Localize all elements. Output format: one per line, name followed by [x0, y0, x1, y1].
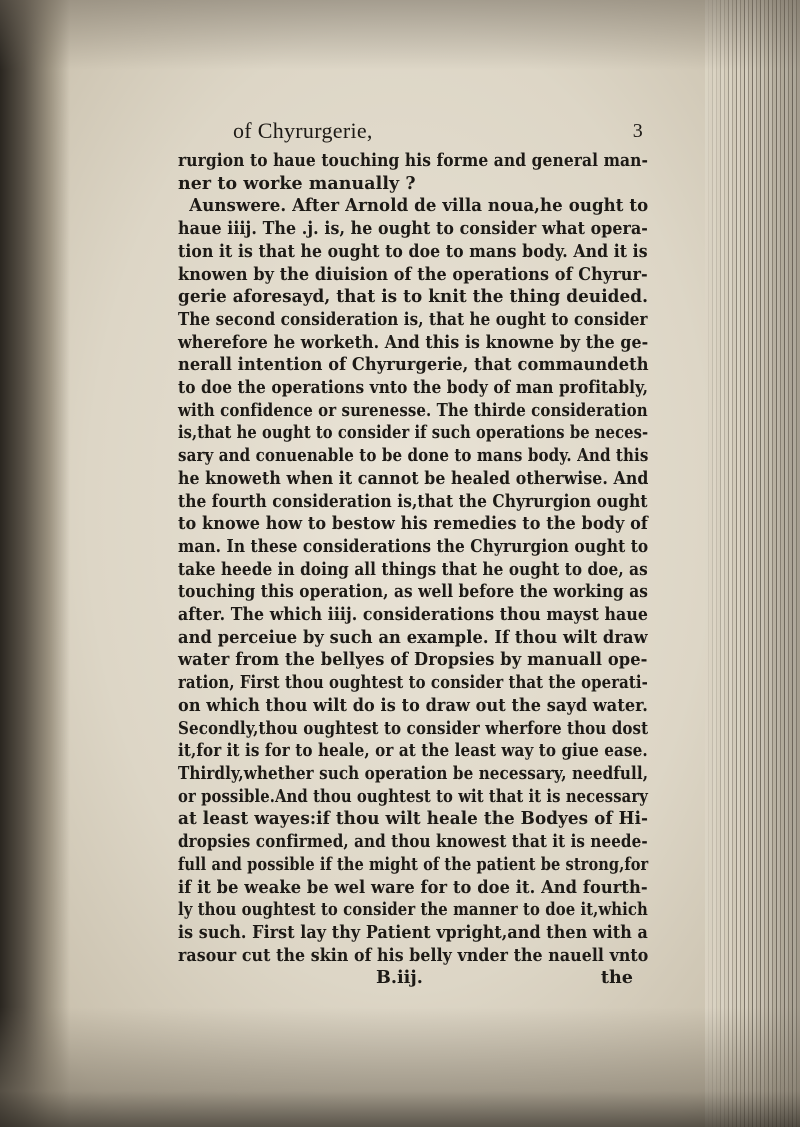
- page-number: 3: [632, 120, 643, 142]
- text-line: to doe the operations vnto the body of man profitably,: [178, 377, 649, 399]
- text-line: man. In these considerations the Chyrurgion ought to: [178, 535, 649, 557]
- text-line: take heede in doing all things that he ought to doe, as: [178, 558, 648, 580]
- text-line: he knoweth when it cannot be healed otherwise. And: [178, 467, 649, 489]
- text-line: sary and conuenable to be done to mans body. And this: [178, 445, 649, 467]
- text-line: after. The which iiij. considerations thou mayst haue: [178, 604, 648, 626]
- text-line: tion it is that he ought to doe to mans body. And it is: [178, 240, 648, 262]
- text-line: gerie aforesayd, that is to knit the thing deuided.: [178, 286, 649, 308]
- catchline: [178, 967, 653, 991]
- text-line: haue iiij. The .j. is, he ought to consider what opera-: [178, 218, 648, 240]
- text-line: if it be weake be wel ware for to doe it. And fourth-: [178, 876, 648, 898]
- page-edges: [705, 0, 800, 1127]
- running-head-title: of Chyrurgerie,: [233, 118, 373, 143]
- text-line: Secondly,thou oughtest to consider wherfore thou dost: [178, 717, 649, 739]
- text-line: the fourth consideration is,that the Chyrurgion ought: [178, 490, 648, 512]
- text-line: rasour cut the skin of his belly vnder the nauell vnto: [178, 944, 649, 966]
- bottom-shadow: [0, 1007, 800, 1127]
- top-shadow: [0, 0, 800, 70]
- text-line: with confidence or surenesse. The thirde consideration: [178, 399, 648, 421]
- text-line: or possible.And thou oughtest to wit that it is necessary: [178, 785, 648, 807]
- text-line: ly thou oughtest to consider the manner to doe it,which: [178, 899, 648, 921]
- text-line: rurgion to haue touching his forme and general man-: [178, 150, 649, 171]
- text-line: dropsies confirmed, and thou knowest that it is neede-: [178, 831, 648, 853]
- page-text-block: [178, 118, 653, 991]
- text-line: Aunswere. After Arnold de villa noua,he ought to: [189, 195, 649, 217]
- text-line: wherefore he worketh. And this is knowne by the ge-: [178, 331, 649, 353]
- running-head: [178, 118, 653, 148]
- text-line: water from the bellyes of Dropsies by manuall ope-: [178, 649, 648, 671]
- text-line: on which thou wilt do is to draw out the sayd water.: [178, 694, 648, 716]
- catchword: the: [600, 967, 633, 989]
- text-line: ration, First thou oughtest to consider that the operati-: [178, 672, 648, 694]
- text-line: ner to worke manually ?: [178, 172, 416, 194]
- text-line: is,that he ought to consider if such operations be neces-: [178, 422, 649, 444]
- text-line: to knowe how to bestow his remedies to the body of: [178, 513, 648, 535]
- text-line: touching this operation, as well before the working as: [178, 581, 649, 603]
- body-text: [178, 150, 653, 967]
- text-line: Thirdly,whether such operation be necessary, needfull,: [178, 762, 649, 784]
- signature-mark: B.iij.: [376, 967, 423, 989]
- text-line: full and possible if the might of the patient be strong,for: [178, 853, 649, 875]
- text-line: is such. First lay thy Patient vpright,and then with a: [178, 921, 648, 943]
- text-line: nerall intention of Chyrurgerie, that commaundeth: [178, 354, 649, 376]
- text-line: at least wayes:if thou wilt heale the Bodyes of Hi-: [178, 808, 649, 830]
- text-line: it,for it is for to heale, or at the least way to giue ease.: [178, 740, 648, 762]
- book-binding-gutter: [0, 0, 70, 1127]
- text-line: and perceiue by such an example. If thou wilt draw: [178, 626, 648, 648]
- text-line: The second consideration is, that he ought to consider: [178, 308, 648, 330]
- text-line: knowen by the diuision of the operations of Chyrur-: [178, 263, 648, 285]
